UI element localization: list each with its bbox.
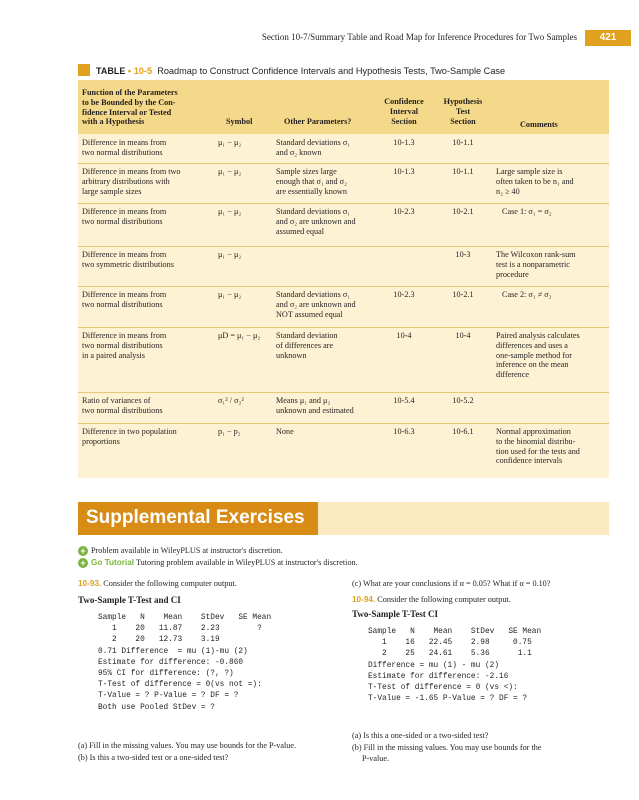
row5-ht: 10-2.1 bbox=[452, 290, 474, 299]
col-symbol: Symbol bbox=[226, 117, 253, 126]
row1-ht: 10-1.1 bbox=[452, 138, 474, 147]
row6-ci: 10-4 bbox=[396, 331, 412, 340]
row3-comments: Case 1: σ₁ = σ₂ bbox=[502, 207, 552, 216]
ex93-part-c: (c) What are your conclusions if α = 0.05? What if α = 0.10? bbox=[352, 579, 551, 588]
row7-other: Means μ₁ and μ₂ unknown and estimated bbox=[276, 396, 354, 415]
running-header bbox=[0, 30, 639, 46]
col-comments: Comments bbox=[520, 120, 558, 129]
row5-other: Standard deviations σ₁ and σ₂ are unknown and NOT assumed equal bbox=[276, 290, 356, 319]
wiley-note: + Problem available in WileyPLUS at instructor's discretion. bbox=[78, 546, 283, 556]
ex94-output: Sample N Mean StDev SE Mean 1 16 22.45 2.98 0.75 2 25 24.61 5.36 1.1 Difference = mu (1) - mu (2) Estimate for difference: -2.16 T-Test of difference = 0 (vs <): T-Value = -1.65 P-Value = ? DF = ? bbox=[368, 628, 542, 704]
row2-comments: Large sample size is often taken to be n₁ and n₂ ≥ 40 bbox=[496, 167, 574, 196]
row7-symbol: σ₁² / σ₂² bbox=[218, 396, 244, 405]
row-divider bbox=[78, 246, 609, 247]
page-number: 421 bbox=[585, 30, 631, 46]
row-divider bbox=[78, 203, 609, 204]
row-divider bbox=[78, 286, 609, 287]
row1-function: Difference in means from two normal distributions bbox=[82, 138, 167, 157]
row8-other: None bbox=[276, 427, 294, 436]
row6-comments: Paired analysis calculates differences and uses a one-sample method for inference on the mean difference bbox=[496, 331, 580, 380]
ex93-output: Sample N Mean StDev SE Mean 1 20 11.87 2.23 ? 2 20 12.73 3.19 0.71 Difference = mu (1)-mu (2) Estimate for difference: -0.860 95% CI for difference: (?, ?) T-Test of difference = 0(vs not =): T-Value = ? P-Value = ? DF = ? Both use Pooled StDev = ? bbox=[98, 614, 272, 712]
ex93-part-b: (b) Is this a two-sided test or a one-sided test? bbox=[78, 753, 229, 762]
row2-ci: 10-1.3 bbox=[393, 167, 415, 176]
gt-note: + Go Tutorial Tutoring problem available in WileyPLUS at instructor's discretion. bbox=[78, 558, 358, 568]
row7-function: Ratio of variances of two normal distributions bbox=[82, 396, 163, 415]
table-number: 10-5 bbox=[133, 66, 153, 76]
table-title: TABLE • 10-5 Roadmap to Construct Confidence Intervals and Hypothesis Tests, Two-Sample Case bbox=[78, 64, 638, 76]
col-ht: Hypothesis Test Section bbox=[443, 97, 483, 126]
table-caption: Roadmap to Construct Confidence Intervals and Hypothesis Tests, Two-Sample Case bbox=[157, 66, 506, 76]
row1-other: Standard deviations σ₁ and σ₂ known bbox=[276, 138, 351, 157]
roadmap-table bbox=[78, 80, 609, 478]
row3-ci: 10-2.3 bbox=[393, 207, 415, 216]
row1-ci: 10-1.3 bbox=[393, 138, 415, 147]
row-divider bbox=[78, 163, 609, 164]
ex93-intro: 10-93. Consider the following computer output. bbox=[78, 579, 237, 588]
row3-symbol: μ₁ − μ₂ bbox=[218, 207, 242, 216]
row6-ht: 10-4 bbox=[455, 331, 471, 340]
row4-function: Difference in means from two symmetric distributions bbox=[82, 250, 174, 269]
row2-other: Sample sizes large enough that σ₁ and σ₂ are essentially known bbox=[276, 167, 347, 196]
row6-other: Standard deviation of differences are unknown bbox=[276, 331, 338, 360]
banner-title: Supplemental Exercises bbox=[82, 507, 309, 529]
ex93-heading: Two-Sample T-Test and CI bbox=[78, 595, 181, 605]
row8-symbol: p₁ − p₂ bbox=[218, 427, 241, 436]
ex94-heading: Two-Sample T-Test CI bbox=[352, 609, 439, 619]
ex94-part-b: (b) Fill in the missing values. You may use bounds for the P-value. bbox=[352, 743, 542, 763]
row-divider bbox=[78, 392, 609, 393]
title-square-icon bbox=[78, 64, 90, 76]
row4-symbol: μ₁ − μ₂ bbox=[218, 250, 242, 259]
col-function: Function of the Parameters to be Bounded by the Con- fidence Interval or Tested with a Hypothesis bbox=[82, 88, 178, 127]
row5-ci: 10-2.3 bbox=[393, 290, 415, 299]
row8-ht: 10-6.1 bbox=[452, 427, 474, 436]
row8-comments: Normal approximation to the binomial distribu- tion used for the tests and confidence intervals bbox=[496, 427, 580, 466]
col-other: Other Parameters? bbox=[284, 117, 352, 126]
row3-other: Standard deviations σ₁ and σ₂ are unknown and assumed equal bbox=[276, 207, 356, 236]
plus-icon: + bbox=[78, 546, 88, 556]
row3-ht: 10-2.1 bbox=[452, 207, 474, 216]
supplemental-banner bbox=[78, 502, 609, 535]
ex94-part-a: (a) Is this a one-sided or a two-sided test? bbox=[352, 731, 489, 740]
row5-function: Difference in means from two normal distributions bbox=[82, 290, 167, 309]
row4-ht: 10-3 bbox=[455, 250, 471, 259]
row8-function: Difference in two population proportions bbox=[82, 427, 177, 446]
row-divider bbox=[78, 423, 609, 424]
row1-symbol: μ₁ − μ₂ bbox=[218, 138, 242, 147]
row5-comments: Case 2: σ₁ ≠ σ₂ bbox=[502, 290, 552, 299]
row6-symbol: μD = μ₁ − μ₂ bbox=[218, 331, 261, 340]
gt-label: Go Tutorial bbox=[91, 558, 135, 567]
ex94-intro: 10-94. Consider the following computer output. bbox=[352, 595, 511, 604]
row-divider bbox=[78, 327, 609, 328]
row7-ht: 10-5.2 bbox=[452, 396, 474, 405]
col-ci: Confidence Interval Section bbox=[384, 97, 424, 126]
plus-icon: + bbox=[78, 558, 88, 568]
row2-ht: 10-1.1 bbox=[452, 167, 474, 176]
ex93-part-a: (a) Fill in the missing values. You may use bounds for the P-value. bbox=[78, 741, 297, 750]
row2-function: Difference in means from two arbitrary distributions with large sample sizes bbox=[82, 167, 181, 196]
row7-ci: 10-5.4 bbox=[393, 396, 415, 405]
table-label: TABLE bbox=[96, 66, 126, 76]
row2-symbol: μ₁ − μ₂ bbox=[218, 167, 242, 176]
row8-ci: 10-6.3 bbox=[393, 427, 415, 436]
table-header bbox=[78, 80, 609, 134]
row5-symbol: μ₁ − μ₂ bbox=[218, 290, 242, 299]
row4-comments: The Wilcoxon rank-sum test is a nonparametric procedure bbox=[496, 250, 576, 279]
row6-function: Difference in means from two normal distributions in a paired analysis bbox=[82, 331, 167, 360]
running-title: Section 10-7/Summary Table and Road Map for Inference Procedures for Two Samples bbox=[261, 32, 577, 42]
row3-function: Difference in means from two normal distributions bbox=[82, 207, 167, 226]
